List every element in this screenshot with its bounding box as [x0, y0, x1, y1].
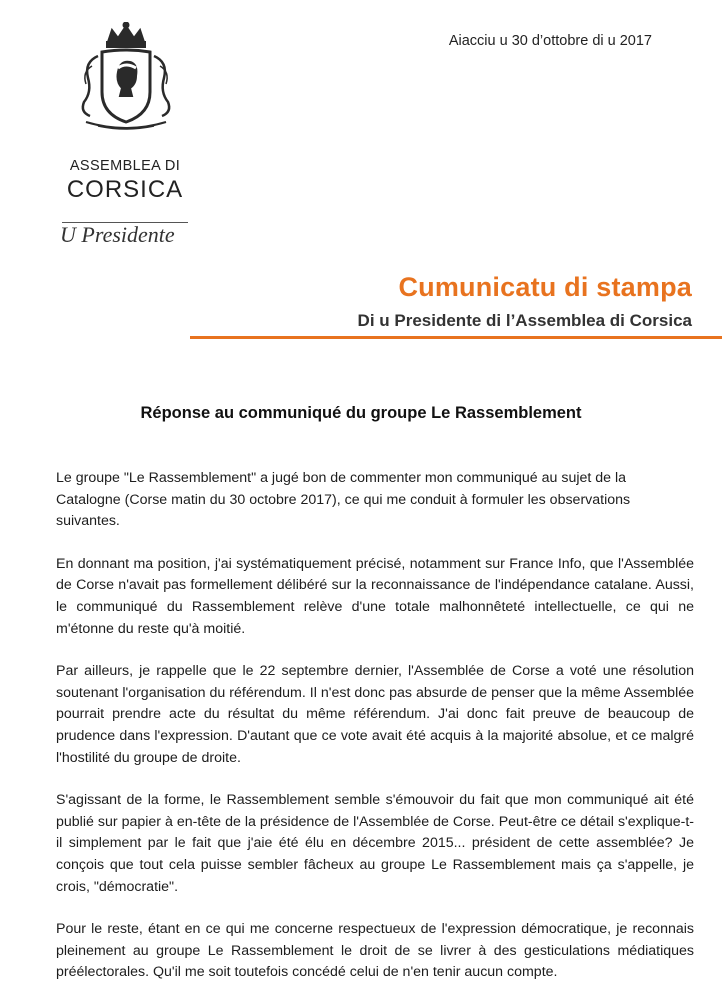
document-body — [56, 468, 694, 1005]
body-paragraph: Pour le reste, étant en ce qui me concerne respectueux de l'expression démocratique, je reconnais pleinement au groupe Le Rassemblement le droit de se livrer à des gesticulations médiatiques préélectorales. Qu'il me soit toutefois concédé celui de n'en tenir aucun compte. — [56, 921, 694, 981]
header-divider — [190, 336, 722, 339]
logo-block — [58, 22, 193, 203]
body-paragraph: Le groupe "Le Rassemblement" a jugé bon de commenter mon communiqué au sujet de la Catalogne (Corse matin du 30 octobre 2017), ce qui me conduit à formuler les observations suivantes. — [56, 470, 631, 530]
press-release-subtitle: Di u Presidente di l’Assemblea di Corsica — [357, 311, 692, 330]
body-paragraph: S'agissant de la forme, le Rassemblement semble s'émouvoir du fait que mon communiqué ait été publié sur papier à en-tête de la présidence de l'Assemblée de Corse. Peut-être ce détail s'explique-t-il simplement par le fait que j'aie été élu en décembre 2015... président de cette assemblée? Je conçois que tout cela puisse sembler fâcheux au groupe Le Rassemblement mais ça s'appelle, je crois, "démocratie". — [56, 792, 694, 895]
body-paragraph: En donnant ma position, j'ai systématiquement précisé, notamment sur France Info, que l'Assemblée de Corse n'avait pas formellement délibéré sur la reconnaissance de l'indépendance catalane. Aussi, le communiqué du Rassemblement relève d'une totale malhonnêteté intellectuelle, ce qui ne m'étonne du reste qu'à moitié. — [56, 555, 694, 637]
org-name-line2: CORSICA — [66, 176, 184, 203]
document-title: Réponse au communiqué du groupe Le Rassemblement — [140, 404, 582, 422]
press-release-title: Cumunicatu di stampa — [398, 272, 692, 302]
date-line: Aiacciu u 30 d’ottobre di u 2017 — [448, 33, 652, 49]
crest-emblem-icon — [62, 22, 190, 134]
body-paragraph: Par ailleurs, je rappelle que le 22 septembre dernier, l'Assemblée de Corse a voté une résolution soutenant l'organisation du référendum. Il n'est donc pas absurde de penser que la même Assemblée pourrait prendre acte du résultat du même référendum. J'ai donc fait preuve de beaucoup de prudence dans l'expression. D'autant que ce vote avait été acquis à la majorité absolue, et ce malgré l'hostilité du groupe de droite. — [56, 663, 694, 766]
org-name-line1: ASSEMBLEA DI — [69, 158, 181, 174]
signature: U Presidente — [60, 222, 175, 247]
